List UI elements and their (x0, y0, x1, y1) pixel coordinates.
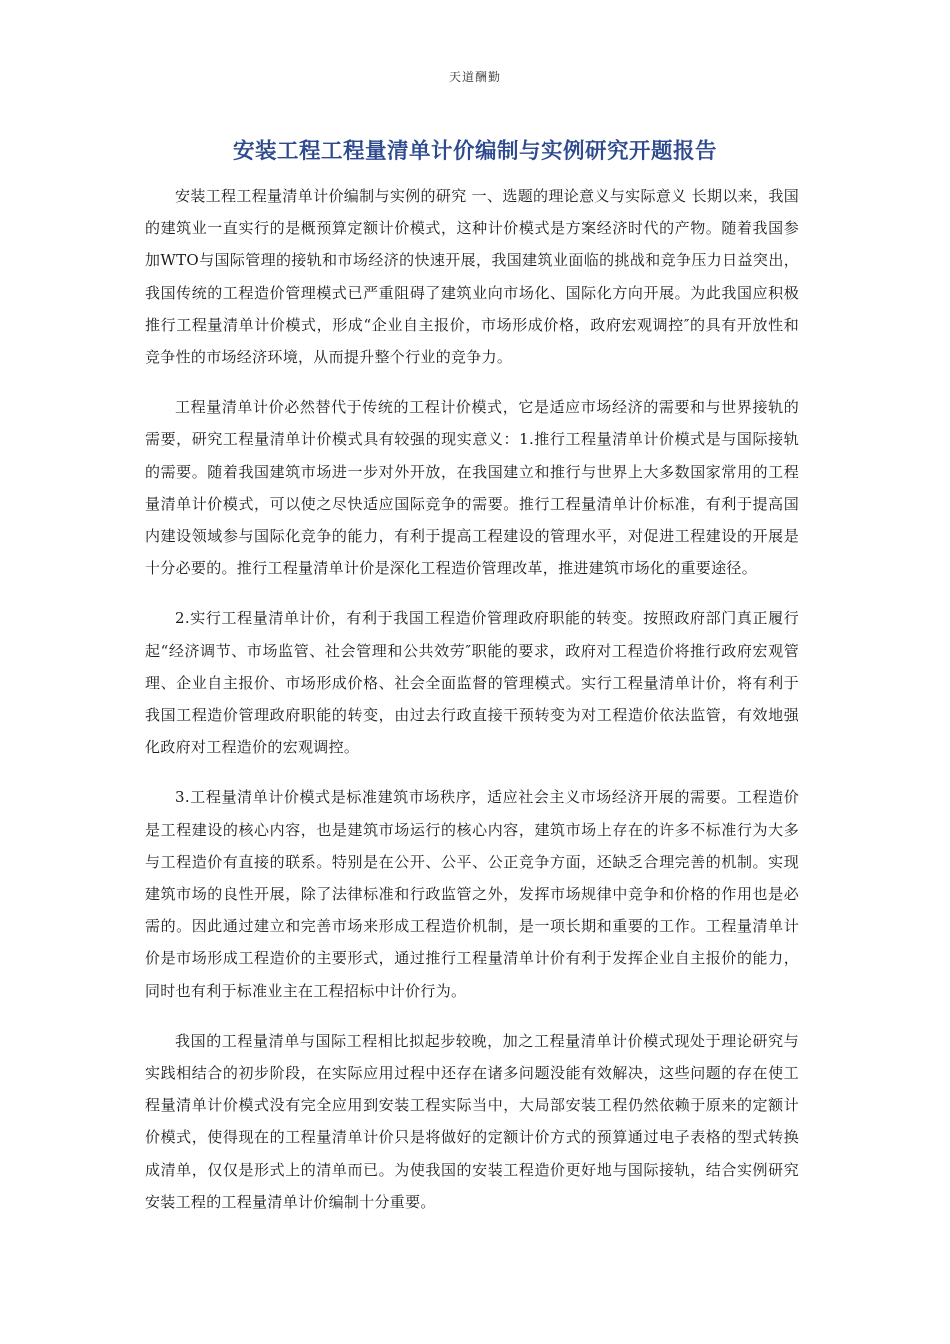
document-body (145, 180, 799, 1236)
paragraph-4: 3.工程量清单计价模式是标准建筑市场秩序，适应社会主义市场经济开展的需要。工程造价是工程建设的核心内容，也是建筑市场运行的核心内容，建筑市场上存在的许多不标准行为大多与工程造价有直接的联系。特别是在公开、公平、公正竞争方面，还缺乏合理完善的机制。实现建筑市场的良性开展，除了法律标准和行政监管之外，发挥市场规律中竞争和价格的作用也是必需的。因此通过建立和完善市场来形成工程造价机制，是一项长期和重要的工作。工程量清单计价是市场形成工程造价的主要形式，通过推行工程量清单计价有利于发挥企业自主报价的能力，同时也有利于标准业主在工程招标中计价行为。 (145, 788, 799, 1000)
header-motto: 天道酬勤 (448, 70, 501, 84)
paragraph-1: 安装工程工程量清单计价编制与实例的研究 一、选题的理论意义与实际意义 长期以来，我国的建筑业一直实行的是概预算定额计价模式，这种计价模式是方案经济时代的产物。随着我国参加WTO与国际管理的接轨和市场经济的快速开展，我国建筑业面临的挑战和竞争压力日益突出，我国传统的工程造价管理模式已严重阻碍了建筑业向市场化、国际化方向开展。为此我国应积极推行工程量清单计价模式，形成“企业自主报价，市场形成价格，政府宏观调控″的具有开放性和竞争性的市场经济环境，从而提升整个行业的竞争力。 (145, 187, 799, 367)
paragraph-2: 工程量清单计价必然替代于传统的工程计价模式，它是适应市场经济的需要和与世界接轨的需要，研究工程量清单计价模式具有较强的现实意义：1.推行工程量清单计价模式是与国际接轨的需要。随着我国建筑市场进一步对外开放，在我国建立和推行与世界上大多数国家常用的工程量清单计价模式，可以使之尽快适应国际竞争的需要。推行工程量清单计价标准，有利于提高国内建设领域参与国际化竞争的能力，有利于提高工程建设的管理水平，对促进工程建设的开展是十分必要的。推行工程量清单计价是深化工程造价管理改革，推进建筑市场化的重要途径。 (145, 398, 799, 578)
document-title: 安装工程工程量清单计价编制与实例研究开题报告 (232, 139, 717, 164)
paragraph-3: 2.实行工程量清单计价，有利于我国工程造价管理政府职能的转变。按照政府部门真正履行起“经济调节、市场监管、社会管理和公共效劳″职能的要求，政府对工程造价将推行政府宏观管理、企业自主报价、市场形成价格、社会全面监督的管理模式。实行工程量清单计价，将有利于我国工程造价管理政府职能的转变，由过去行政直接干预转变为对工程造价依法监管，有效地强化政府对工程造价的宏观调控。 (145, 609, 799, 757)
paragraph-5: 我国的工程量清单与国际工程相比拟起步较晚，加之工程量清单计价模式现处于理论研究与实践相结合的初步阶段，在实际应用过程中还存在诸多问题没能有效解决，这些问题的存在使工程量清单计价模式没有完全应用到安装工程实际当中，大局部安装工程仍然依赖于原来的定额计价模式，使得现在的工程量清单计价只是将做好的定额计价方式的预算通过电子表格的型式转换成清单，仅仅是形式上的清单而已。为使我国的安装工程造价更好地与国际接轨，结合实例研究安装工程的工程量清单计价编制十分重要。 (145, 1031, 799, 1211)
